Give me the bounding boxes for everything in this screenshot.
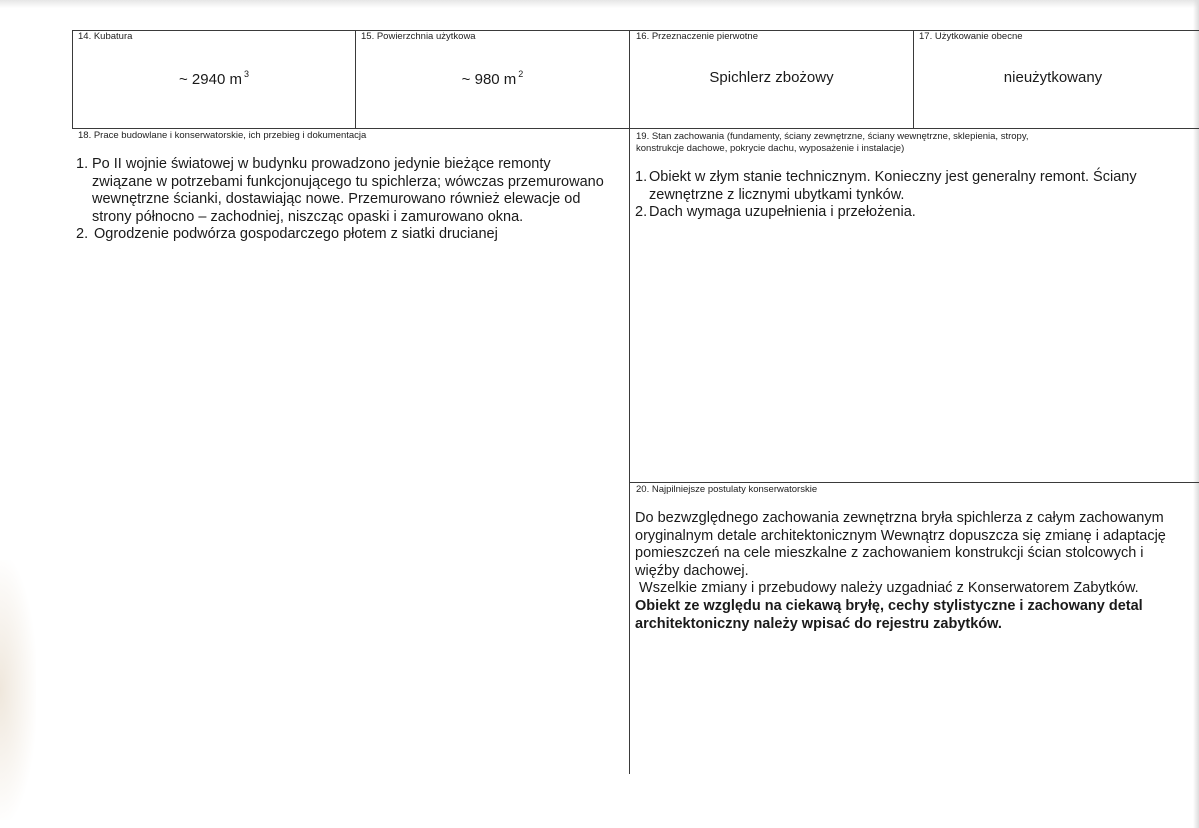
field-kubatura-value: ~ 2940 m $^3$	[179, 69, 249, 88]
scan-edge-top	[0, 0, 1199, 8]
field-powierzchnia-label: 15. Powierzchnia użytkowa	[361, 31, 476, 42]
field-przeznaczenie-value: Spichlerz zbożowy	[709, 69, 834, 86]
field-prace-content	[76, 156, 606, 244]
field-uzytkowanie-value: nieużytkowany	[1003, 69, 1103, 86]
list-item: 2. Ogrodzenie podwórza gospodarczego płotem z siatki drucianej	[76, 226, 498, 243]
field-powierzchnia-value: ~ 980 m $^2$	[461, 69, 524, 88]
field-przeznaczenie-label: 16. Przeznaczenie pierwotne	[636, 31, 758, 42]
field-stan-label-line1: 19. Stan zachowania (fundamenty, ściany zewnętrzne, ściany wewnętrzne, sklepienia, stropy,	[636, 131, 1029, 142]
list-item: 2. Dach wymaga uzupełnienia i przełożenia.	[635, 204, 916, 221]
field-uzytkowanie-label: 17. Użytkowanie obecne	[919, 31, 1023, 42]
list-item: 1. Po II wojnie światowej w budynku prowadzono jedynie bieżące remonty związane w potrzebami funkcjonującego tu spichlerza; wówczas przemurowano wewnętrzne ścianki, dostawiając nowe. Przemurowano również elewacje od strony północno – zachodniej, niszcząc opaski i zamurowano okna.	[76, 156, 604, 225]
postulaty-conclusion: Obiekt ze względu na ciekawą bryłę, cechy stylistyczne i zachowany detal architektoniczny należy wpisać do rejestru zabytków.	[635, 597, 1143, 632]
field-prace-label: 18. Prace budowlane i konserwatorskie, ich przebieg i dokumentacja	[78, 130, 367, 141]
scan-stain	[0, 560, 36, 820]
field-stan-label-line2: konstrukcje dachowe, pokrycie dachu, wyposażenie i instalacje)	[636, 143, 905, 154]
list-item: 1. Obiekt w złym stanie technicznym. Konieczny jest generalny remont. Ściany zewnętrzne z licznymi ubytkami tynków.	[635, 169, 1137, 203]
field-kubatura-label: 14. Kubatura	[78, 31, 133, 42]
field-postulaty-label: 20. Najpilniejsze postulaty konserwatorskie	[636, 484, 818, 495]
field-stan-content	[635, 169, 1180, 222]
postulaty-paragraph: Do bezwzględnego zachowania zewnętrzna bryła spichlerza z całym zachowanym oryginalnym detale architektonicznym Wewnątrz dopuszcza się zmianę i adaptację pomieszczeń na cele mieszkalne z zachowaniem konstrukcji ścian stolcowych i więźby dachowej.	[635, 510, 1166, 579]
scan-edge-right	[1193, 0, 1199, 828]
field-postulaty-content	[635, 510, 1190, 633]
postulaty-paragraph: Wszelkie zmiany i przebudowy należy uzgadniać z Konserwatorem Zabytków.	[635, 580, 1139, 597]
